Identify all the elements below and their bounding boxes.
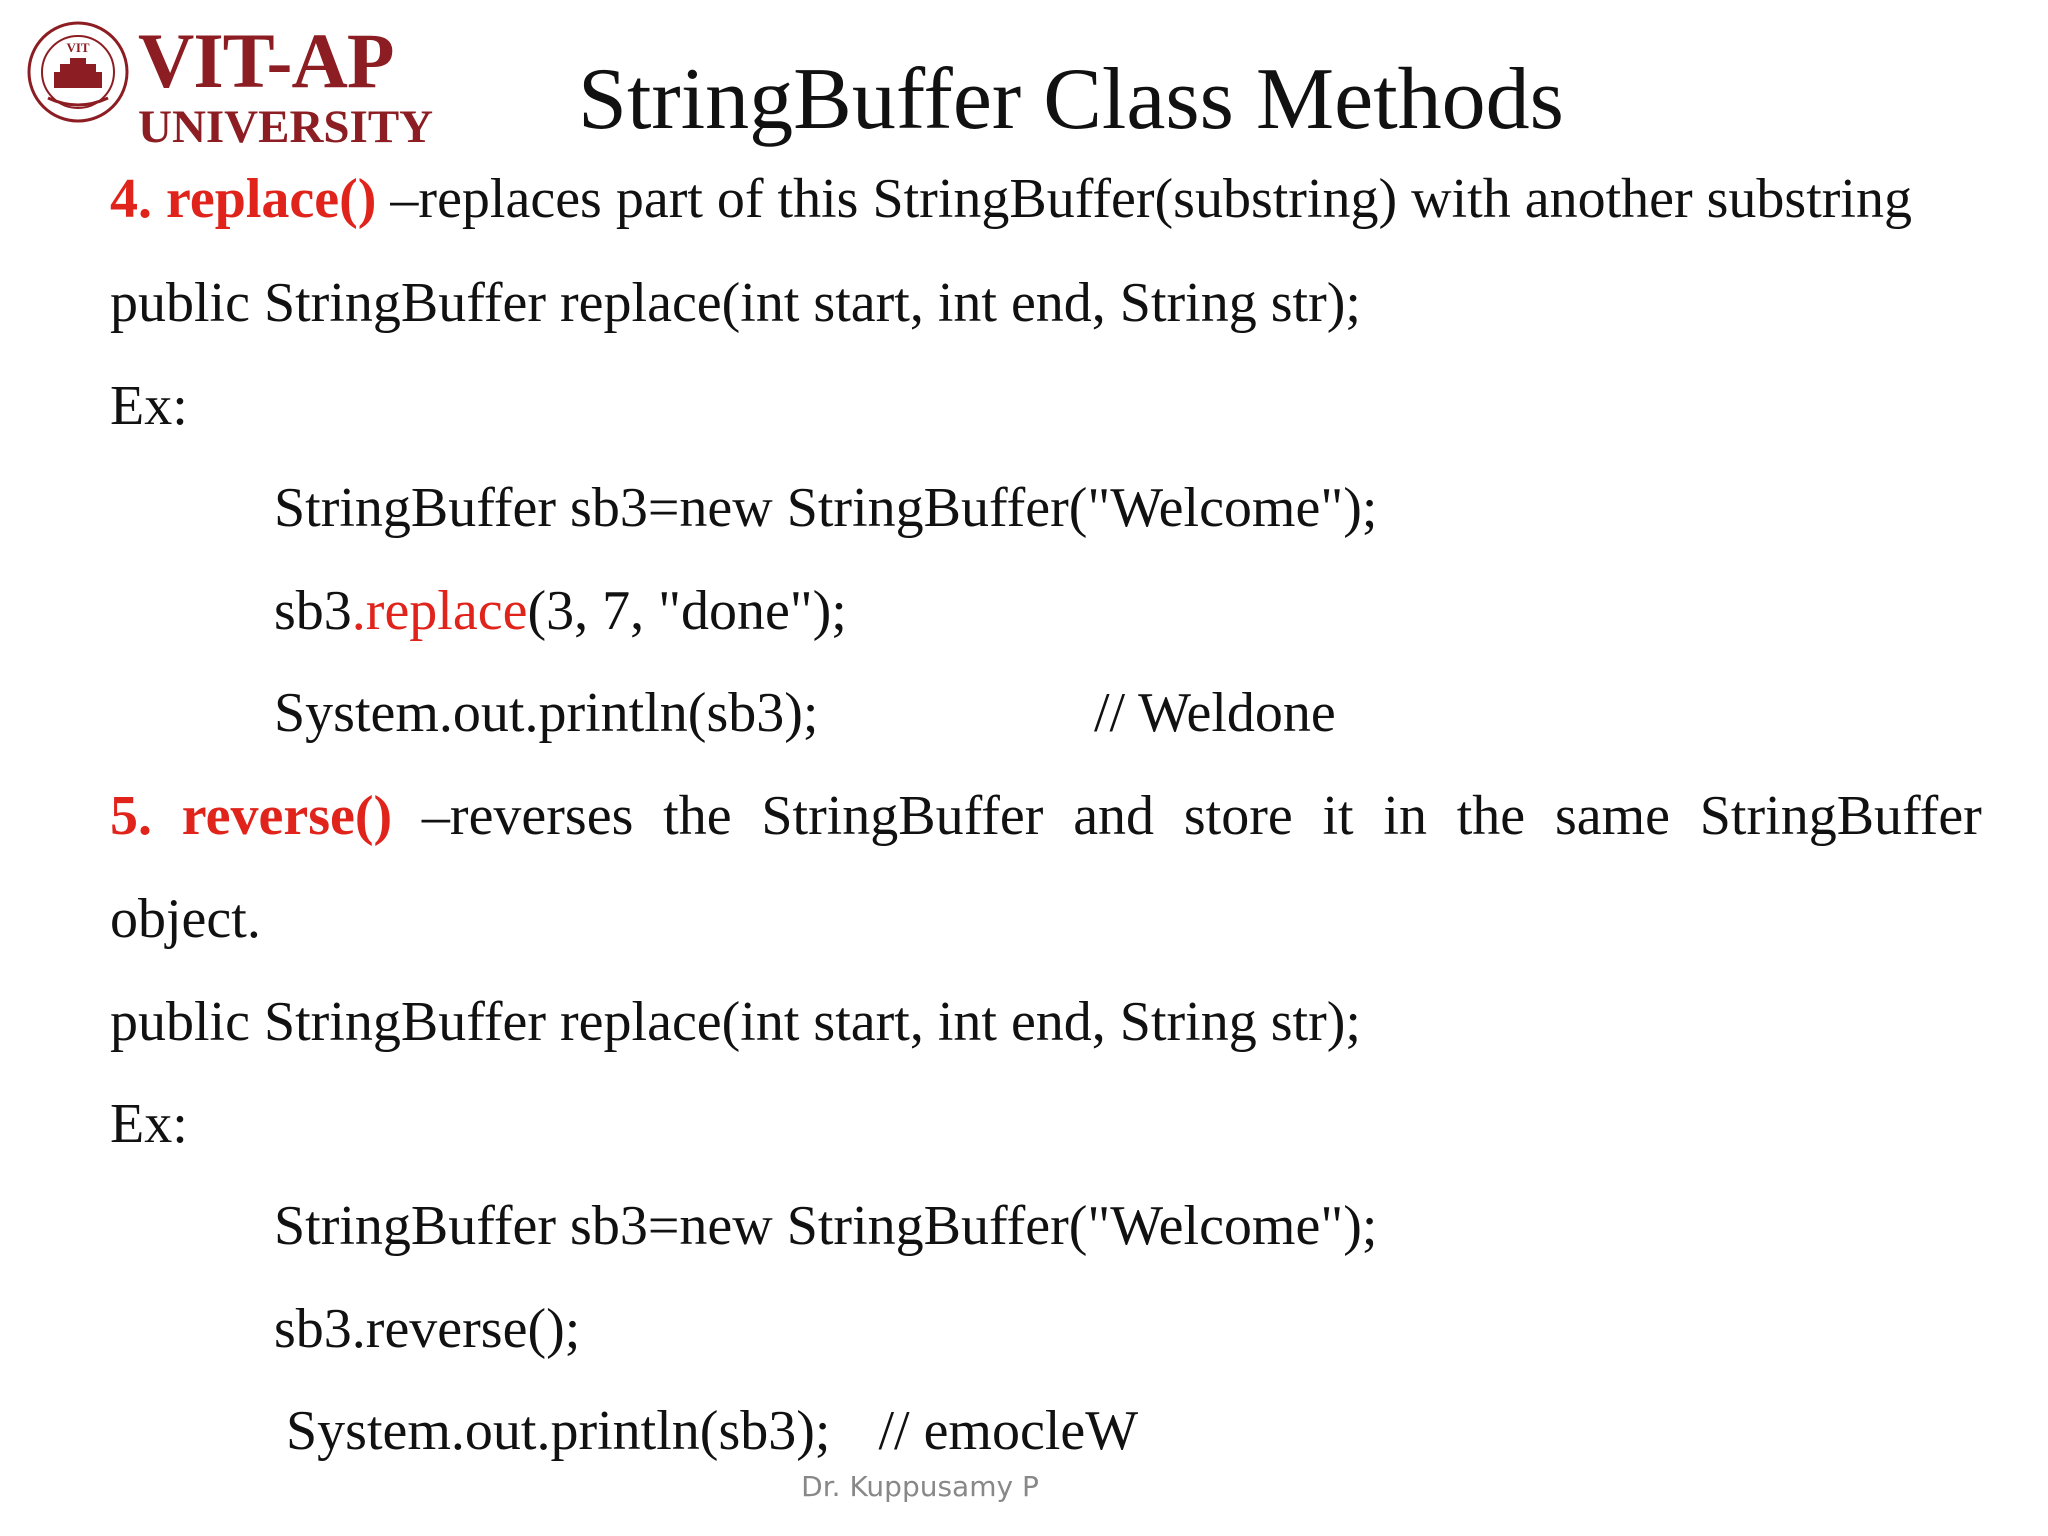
reverse-code-line-2: sb3.reverse(); [274, 1298, 581, 1360]
reverse-desc-word: it [1322, 785, 1354, 847]
logo-title: VIT-AP [138, 17, 394, 104]
reverse-signature: public StringBuffer replace(int start, int end, String str); [110, 991, 1361, 1053]
replace-code-object: sb3 [274, 580, 352, 642]
replace-code-line-1: StringBuffer sb3=new StringBuffer("Welcome"); [274, 477, 1378, 539]
replace-signature: public StringBuffer replace(int start, int end, String str); [110, 272, 1361, 334]
university-seal-icon [26, 20, 131, 125]
reverse-desc-word: the [1456, 785, 1526, 847]
replace-example-label: Ex: [110, 375, 188, 437]
reverse-description-continuation: object. [110, 888, 261, 950]
replace-code-method: .replace [351, 580, 528, 642]
reverse-desc-word: and [1073, 785, 1155, 847]
reverse-desc-word: same [1554, 785, 1670, 847]
reverse-heading [110, 783, 1982, 849]
reverse-desc-word: –reverses [421, 785, 634, 847]
logo-subtitle: UNIVERSITY [138, 101, 434, 153]
replace-code-line-2 [274, 578, 847, 644]
reverse-example-label: Ex: [110, 1093, 188, 1155]
reverse-number: 5. [110, 785, 152, 847]
reverse-code-comment: // emocleW [878, 1400, 1139, 1462]
reverse-method-label: reverse() [181, 785, 393, 847]
replace-code-line-3 [274, 680, 1336, 746]
slide-title: StringBuffer Class Methods [578, 51, 1564, 148]
reverse-desc-word: in [1383, 785, 1427, 847]
reverse-code-line-3 [286, 1398, 1138, 1464]
reverse-code-line-1: StringBuffer sb3=new StringBuffer("Welcome"); [274, 1195, 1378, 1257]
seal-text: VIT [66, 40, 90, 55]
university-logo [26, 17, 436, 153]
replace-code-comment: // Weldone [1094, 682, 1336, 744]
reverse-desc-word: the [663, 785, 732, 847]
reverse-desc-word: StringBuffer [761, 785, 1044, 847]
reverse-code-println: System.out.println(sb3); [286, 1400, 831, 1462]
reverse-desc-word: StringBuffer [1699, 785, 1982, 847]
slide-footer-author: Dr. Kuppusamy P [801, 1470, 1039, 1503]
replace-code-println: System.out.println(sb3); [274, 682, 819, 744]
reverse-desc-word: store [1183, 785, 1293, 847]
replace-method-label: 4. replace() [110, 168, 377, 230]
replace-description: –replaces part of this StringBuffer(substring) with another substring [390, 168, 1912, 230]
replace-heading [110, 166, 1912, 232]
replace-code-args: (3, 7, "done"); [527, 580, 847, 642]
